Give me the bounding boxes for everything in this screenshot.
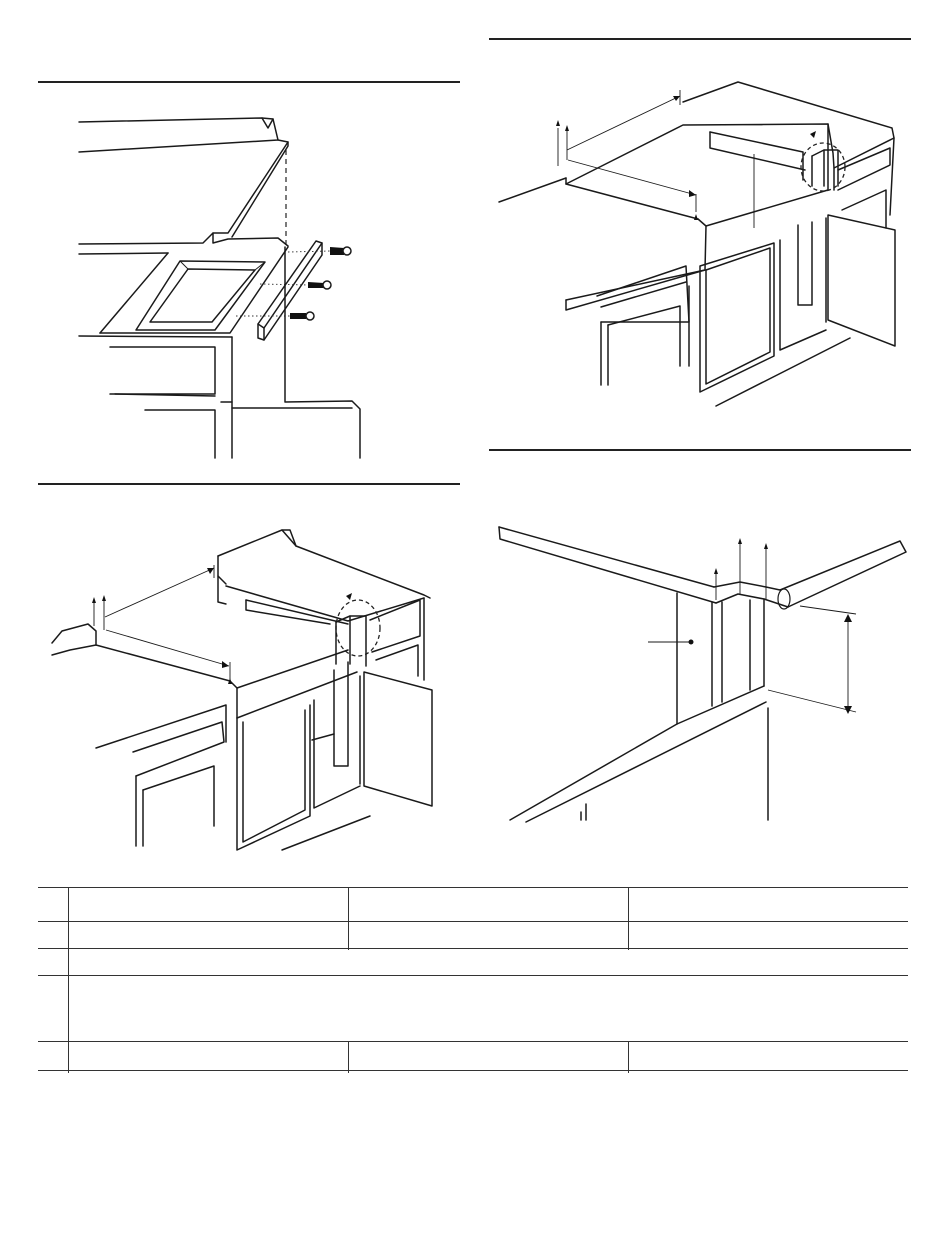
side-panel-illustration xyxy=(489,515,911,825)
table-row xyxy=(38,1042,908,1071)
table-cell xyxy=(68,922,348,949)
cutout-measure-illustration xyxy=(489,60,911,410)
table-divider xyxy=(68,887,69,1073)
countertop-attach-illustration xyxy=(38,90,460,470)
section-rule-bottom-left xyxy=(38,483,460,485)
table-cell xyxy=(628,888,908,922)
cabinet-opening-illustration xyxy=(38,520,460,860)
table-cell-wide xyxy=(68,976,908,1042)
table-divider xyxy=(628,1044,629,1073)
table-cell xyxy=(348,1042,628,1071)
table-divider xyxy=(348,1044,349,1073)
row-number xyxy=(38,922,68,949)
table-cell xyxy=(628,949,908,976)
table-row xyxy=(38,976,908,1042)
table-cell xyxy=(348,922,628,949)
table-row xyxy=(38,888,908,922)
table-cell xyxy=(68,888,348,922)
section-rule-top-left xyxy=(38,81,460,83)
table-cell xyxy=(628,1042,908,1071)
row-number xyxy=(38,976,68,1042)
table-row xyxy=(38,949,908,976)
table-cell xyxy=(348,949,628,976)
spec-table xyxy=(38,887,908,1071)
section-rule-bottom-right xyxy=(489,449,911,451)
section-rule-top-right xyxy=(489,38,911,40)
table-divider xyxy=(348,887,349,950)
row-number xyxy=(38,1042,68,1071)
table-cell xyxy=(628,922,908,949)
table-cell xyxy=(348,888,628,922)
row-number xyxy=(38,888,68,922)
table-cell xyxy=(68,949,348,976)
table-row xyxy=(38,922,908,949)
row-number xyxy=(38,949,68,976)
table-cell xyxy=(68,1042,348,1071)
table-divider xyxy=(628,887,629,950)
